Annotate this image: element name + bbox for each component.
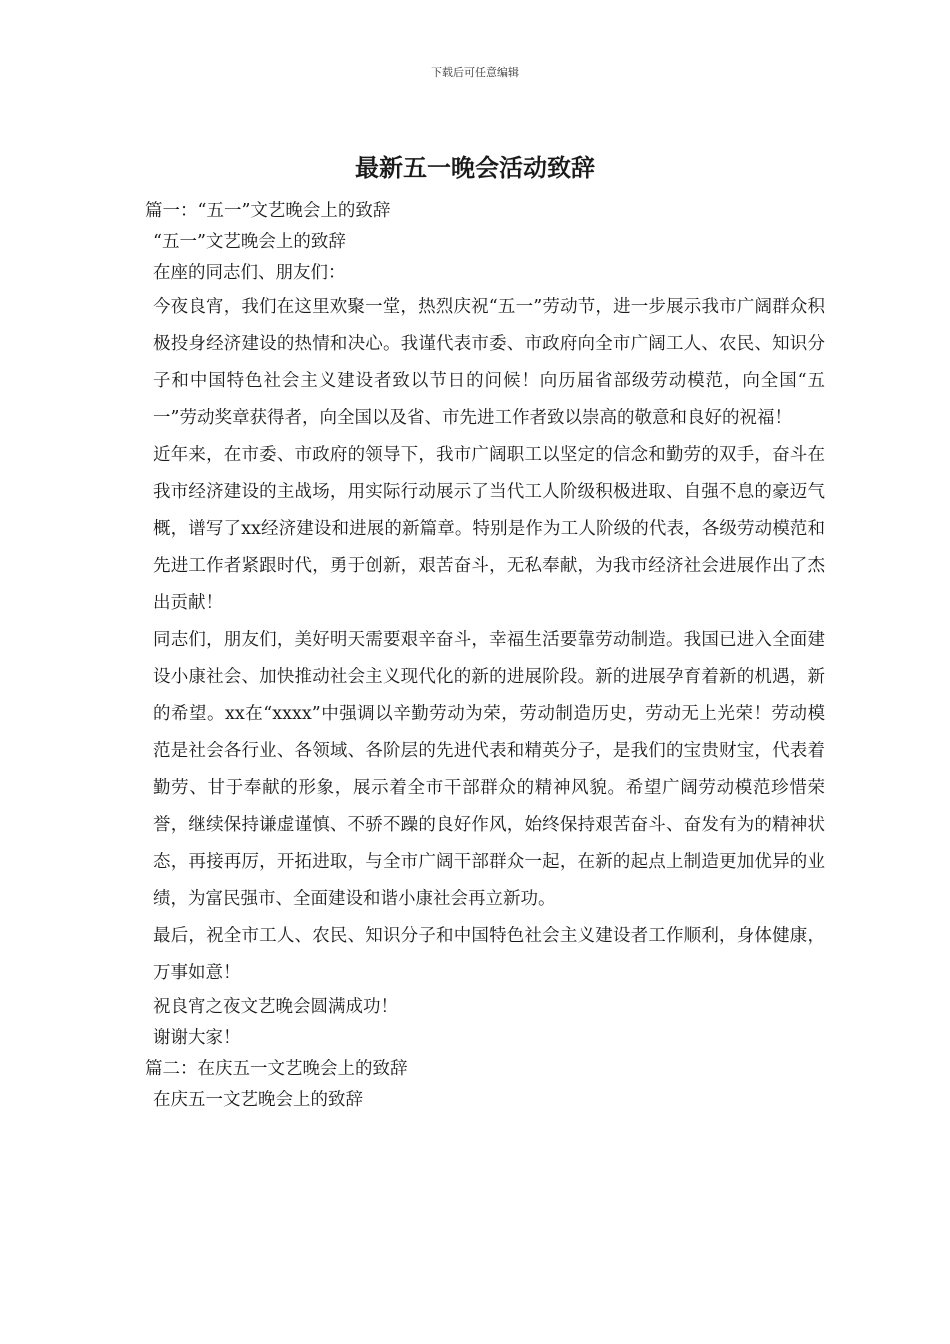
document-body xyxy=(145,196,825,1116)
closing-wish: 祝良宵之夜文艺晚会圆满成功！ xyxy=(153,997,398,1017)
section1-heading: 篇一：“五一”文艺晚会上的致辞 xyxy=(145,201,391,221)
paragraph-3: 同志们，朋友们，美好明天需要艰辛奋斗，幸福生活要靠劳动制造。我国已进入全面建设小康社会、加快推动社会主义现代化的新的进展阶段。新的进展孕育着新的机遇，新的希望。xx在“xxxx”中强调以辛勤劳动为荣，劳动制造历史，劳动无上光荣！劳动模范是社会各行业、各领域、各阶层的先进代表和精英分子，是我们的宝贵财宝，代表着勤劳、甘于奉献的形象，展示着全市干部群众的精神风貌。希望广阔劳动模范珍惜荣誉，继续保持谦虚谨慎、不骄不躁的良好作风，始终保持艰苦奋斗、奋发有为的精神状态，再接再厉，开拓进取，与全市广阔干部群众一起，在新的起点上制造更加优异的业绩，为富民强市、全面建设和谐小康社会再立新功。 xyxy=(153,630,825,909)
section1-subtitle: “五一”文艺晚会上的致辞 xyxy=(153,232,346,252)
section2-heading: 篇二：在庆五一文艺晚会上的致辞 xyxy=(145,1059,408,1079)
greeting-line: 在座的同志们、朋友们： xyxy=(153,263,346,283)
document-title: 最新五一晚会活动致辞 xyxy=(355,153,595,182)
section2-subtitle: 在庆五一文艺晚会上的致辞 xyxy=(153,1090,363,1110)
paragraph-1: 今夜良宵，我们在这里欢聚一堂，热烈庆祝“五一”劳动节，进一步展示我市广阔群众积极投身经济建设的热情和决心。我谨代表市委、市政府向全市广阔工人、农民、知识分子和中国特色社会主义建设者致以节日的问候！向历届省部级劳动模范，向全国“五一”劳动奖章获得者，向全国以及省、市先进工作者致以崇高的敬意和良好的祝福！ xyxy=(153,297,825,428)
paragraph-4: 最后，祝全市工人、农民、知识分子和中国特色社会主义建设者工作顺利，身体健康，万事如意！ xyxy=(153,926,825,983)
thanks-line: 谢谢大家！ xyxy=(153,1028,241,1048)
page-header-note: 下载后可任意编辑 xyxy=(431,66,519,79)
paragraph-2: 近年来，在市委、市政府的领导下，我市广阔职工以坚定的信念和勤劳的双手，奋斗在我市经济建设的主战场，用实际行动展示了当代工人阶级积极进取、自强不息的豪迈气概，谱写了xx经济建设和进展的新篇章。特别是作为工人阶级的代表，各级劳动模范和先进工作者紧跟时代，勇于创新，艰苦奋斗，无私奉献，为我市经济社会进展作出了杰出贡献！ xyxy=(153,445,825,613)
